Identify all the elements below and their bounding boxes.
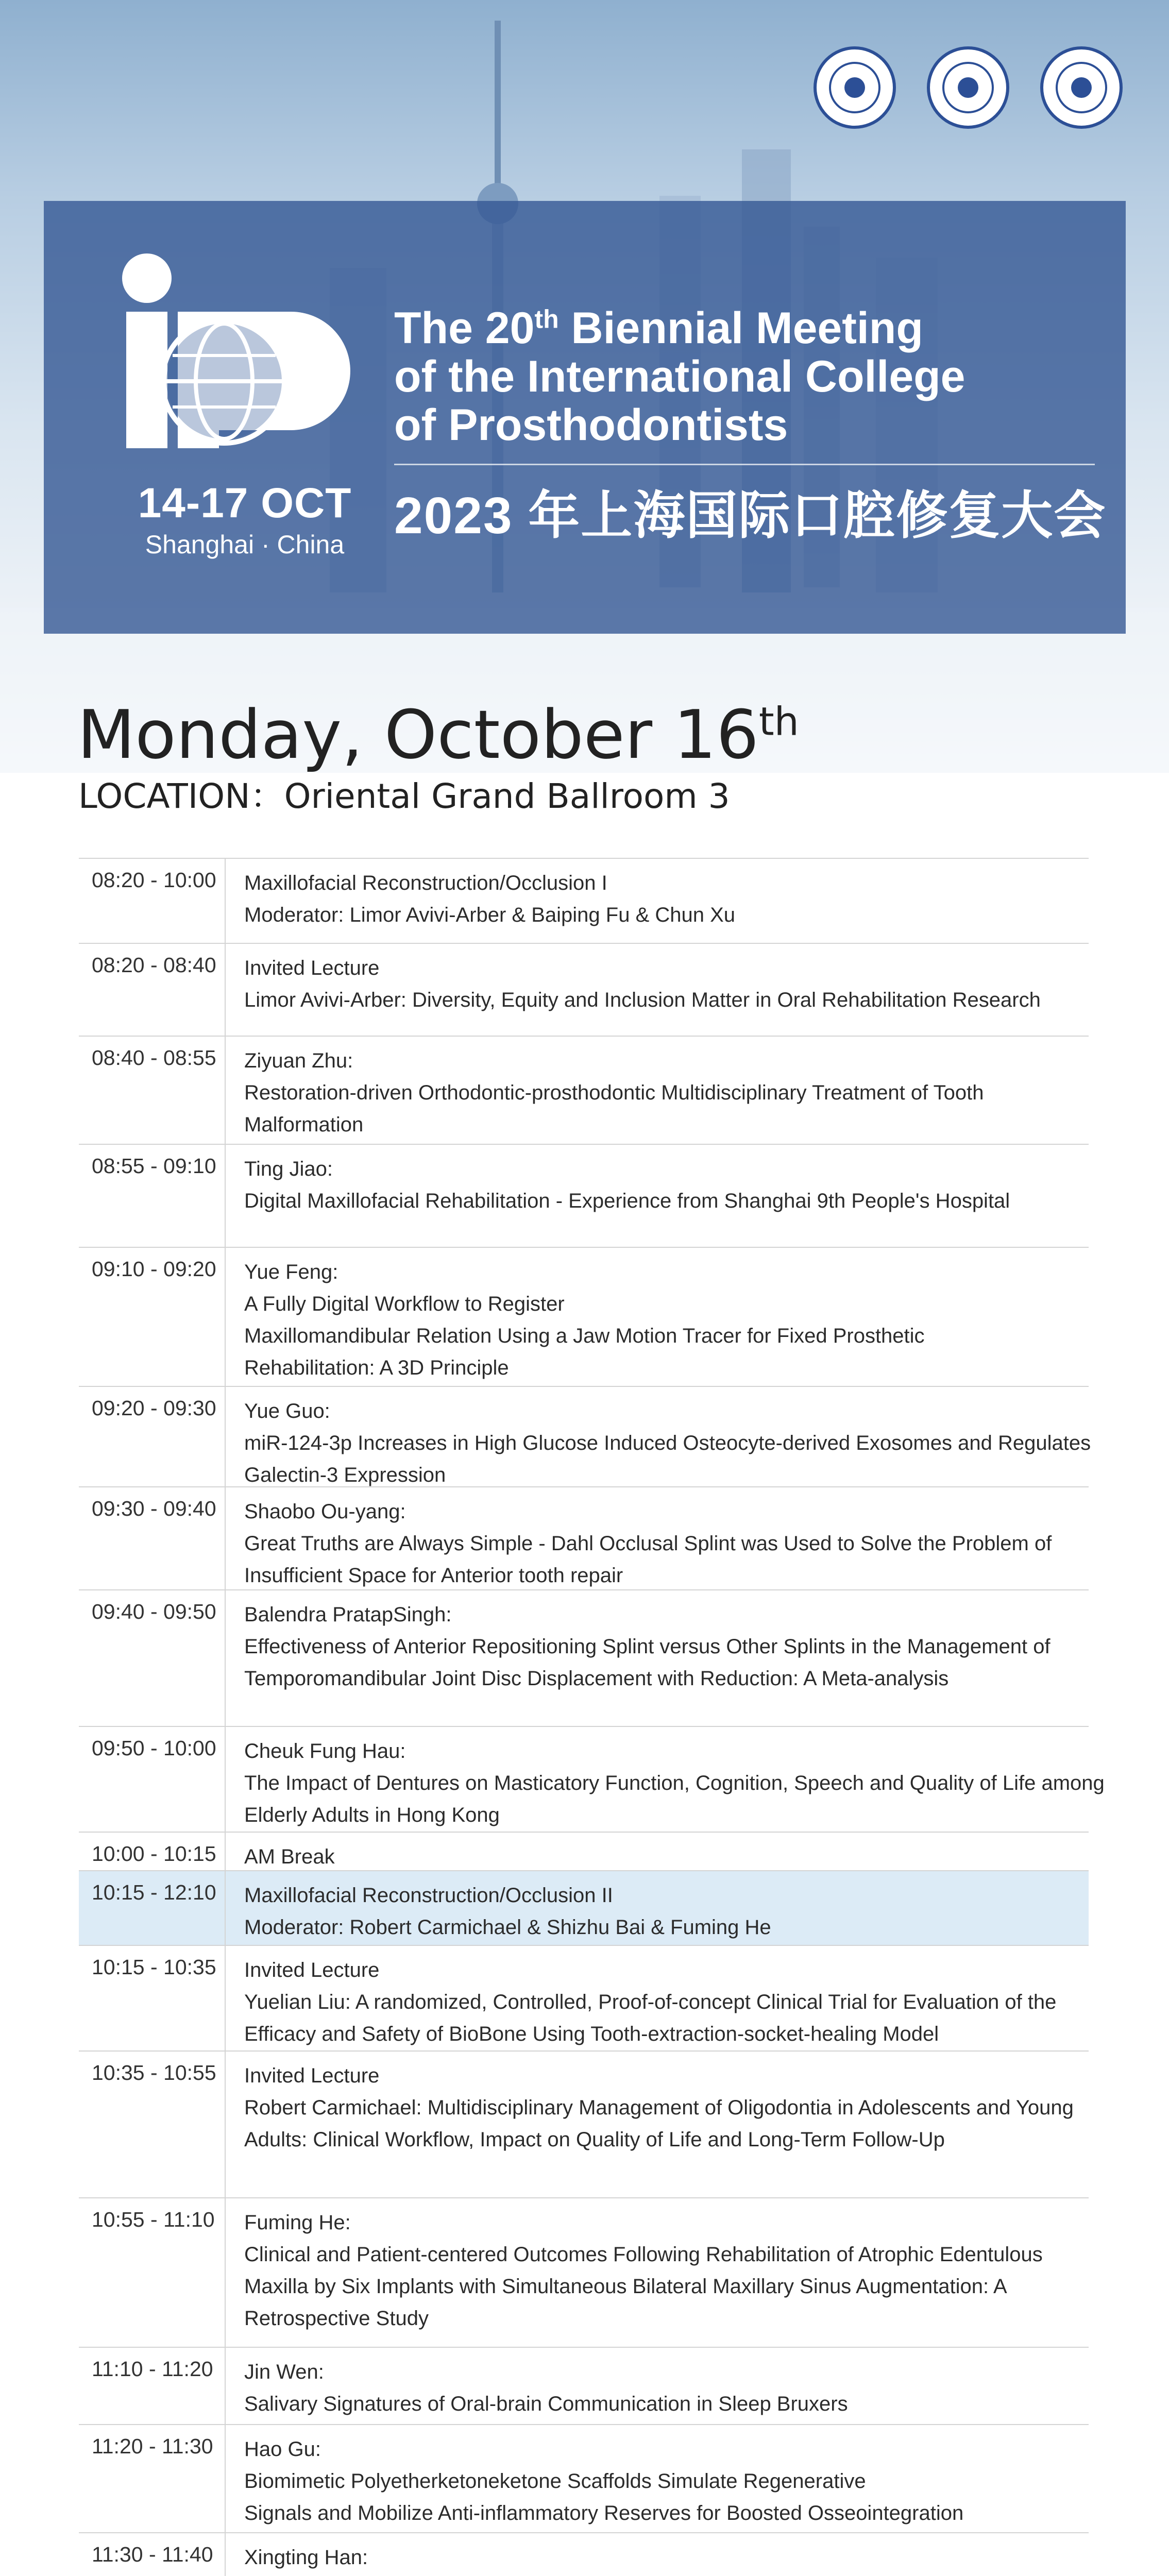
session-time: 11:10 - 11:20 <box>79 2348 226 2424</box>
session-details <box>226 1387 1091 1486</box>
session-text: Limor Avivi-Arber: Diversity, Equity and Inclusion Matter in Oral Rehabilitation Research <box>244 989 1041 1011</box>
date-range: 14-17 OCT <box>138 480 352 527</box>
session-text: Biomimetic Polyetherketoneketone Scaffolds Simulate Regenerative <box>244 2470 866 2493</box>
hero-banner <box>0 0 1169 773</box>
session-heading: Cheuk Fung Hau: <box>244 1740 406 1762</box>
session-time: 09:50 - 10:00 <box>79 1727 226 1832</box>
session-text: Restoration-driven Orthodontic-prosthodontic Multidisciplinary Treatment of Tooth <box>244 1081 984 1104</box>
session-text: Yuelian Liu: A randomized, Controlled, Proof-of-concept Clinical Trial for Evaluation of the <box>244 1991 1057 2013</box>
session-text: Salivary Signatures of Oral-brain Communication in Sleep Bruxers <box>244 2393 848 2415</box>
session-heading: Balendra PratapSingh: <box>244 1603 452 1626</box>
session-details <box>226 1248 1089 1386</box>
schedule-row <box>79 859 1089 944</box>
icp-logo-icon <box>106 252 384 459</box>
event-banner <box>44 201 1126 634</box>
session-text: Digital Maxillofacial Rehabilitation - Experience from Shanghai 9th People's Hospital <box>244 1190 1010 1212</box>
university-seal-icon <box>814 46 896 129</box>
location-label: LOCATION：Oriental Grand Ballroom 3 <box>78 776 730 816</box>
session-time: 08:20 - 08:40 <box>79 944 226 1036</box>
session-text: Elderly Adults in Hong Kong <box>244 1804 500 1826</box>
session-text: Rehabilitation: A 3D Principle <box>244 1357 509 1379</box>
session-text: Maxillomandibular Relation Using a Jaw Motion Tracer for Fixed Prosthetic <box>244 1325 925 1347</box>
session-text <box>244 2573 1089 2576</box>
session-heading: Maxillofacial Reconstruction/Occlusion I <box>244 872 607 894</box>
session-time: 10:15 - 10:35 <box>79 1946 226 2050</box>
schedule-row <box>79 1946 1089 2052</box>
schedule-row <box>79 1590 1089 1727</box>
event-title: The 20th Biennial Meeting of the International College of Prosthodontists <box>394 303 965 450</box>
session-time: 08:55 - 09:10 <box>79 1145 226 1247</box>
session-text: Adults: Clinical Workflow, Impact on Quality of Life and Long-Term Follow-Up <box>244 2128 945 2151</box>
session-heading: Fuming He: <box>244 2211 351 2234</box>
session-details <box>226 944 1089 1036</box>
session-time: 10:55 - 11:10 <box>79 2198 226 2347</box>
dental-society-seal-icon <box>1040 46 1123 129</box>
session-details <box>226 1833 1089 1870</box>
session-heading: Hao Gu: <box>244 2438 321 2461</box>
session-text: Malformation <box>244 1113 364 1136</box>
session-time: 11:30 - 11:40 <box>79 2533 226 2576</box>
session-heading: Yue Feng: <box>244 1261 338 1283</box>
session-text: Great Truths are Always Simple - Dahl Occlusal Splint was Used to Solve the Problem of <box>244 1532 1052 1555</box>
session-time: 09:30 - 09:40 <box>79 1487 226 1589</box>
session-text: Robert Carmichael: Multidisciplinary Management of Oligodontia in Adolescents and Young <box>244 2096 1074 2119</box>
session-time: 09:40 - 09:50 <box>79 1590 226 1726</box>
schedule-row <box>79 1037 1089 1145</box>
session-details <box>226 2198 1089 2347</box>
session-details <box>226 1487 1089 1589</box>
session-details <box>226 1145 1089 1247</box>
session-heading: Maxillofacial Reconstruction/Occlusion II <box>244 1884 613 1907</box>
session-heading: AM Break <box>244 1845 335 1868</box>
session-text: Galectin-3 Expression <box>244 1464 446 1486</box>
session-text: Temporomandibular Joint Disc Displacement with Reduction: A Meta-analysis <box>244 1667 949 1690</box>
session-heading: Ting Jiao: <box>244 1158 333 1180</box>
session-details <box>226 2533 1089 2576</box>
session-text: A Fully Digital Workflow to Register <box>244 1293 565 1315</box>
schedule-row <box>79 2052 1089 2198</box>
schedule-row <box>79 944 1089 1037</box>
session-details <box>226 2348 1089 2424</box>
session-details <box>226 2052 1089 2197</box>
session-heading: Xingting Han: <box>244 2546 368 2569</box>
schedule-row <box>79 1248 1089 1387</box>
schedule-row <box>79 1487 1089 1590</box>
session-heading: Shaobo Ou-yang: <box>244 1500 406 1523</box>
schedule-row <box>79 2533 1089 2576</box>
session-time: 10:15 - 12:10 <box>79 1871 226 1945</box>
session-text: miR-124-3p Increases in High Glucose Induced Osteocyte-derived Exosomes and Regulates <box>244 1432 1091 1454</box>
session-details <box>226 1871 1089 1945</box>
session-time: 08:40 - 08:55 <box>79 1037 226 1144</box>
session-text: Efficacy and Safety of BioBone Using Tooth-extraction-socket-healing Model <box>244 2023 939 2045</box>
session-heading: Invited Lecture <box>244 2064 380 2087</box>
event-title-chinese: 2023 年上海国际口腔修复大会 <box>394 487 1107 545</box>
session-text: Retrospective Study <box>244 2307 429 2330</box>
schedule-row <box>79 2425 1089 2533</box>
session-heading: Ziyuan Zhu: <box>244 1049 353 1072</box>
session-details <box>226 2425 1089 2532</box>
session-text: The Impact of Dentures on Masticatory Function, Cognition, Speech and Quality of Life among <box>244 1772 1105 1794</box>
session-text: Effectiveness of Anterior Repositioning Splint versus Other Splints in the Management of <box>244 1635 1051 1658</box>
partner-logos <box>814 46 1123 129</box>
session-time: 10:00 - 10:15 <box>79 1833 226 1870</box>
schedule-row <box>79 2348 1089 2425</box>
session-details <box>226 1727 1105 1832</box>
schedule-row <box>79 2198 1089 2348</box>
schedule-row <box>79 1387 1089 1487</box>
schedule-row <box>79 1727 1105 1833</box>
session-time: 09:20 - 09:30 <box>79 1387 226 1486</box>
session-text: Clinical and Patient-centered Outcomes Following Rehabilitation of Atrophic Edentulous <box>244 2243 1043 2266</box>
session-time: 08:20 - 10:00 <box>79 859 226 943</box>
session-details <box>226 1590 1089 1726</box>
session-time: 09:10 - 09:20 <box>79 1248 226 1386</box>
session-heading: Yue Guo: <box>244 1400 330 1422</box>
session-text: Moderator: Limor Avivi-Arber & Baiping Fu & Chun Xu <box>244 904 736 926</box>
event-dates <box>111 479 379 560</box>
session-text: Signals and Mobilize Anti-inflammatory Reserves for Boosted Osseointegration <box>244 2502 964 2524</box>
schedule-row <box>79 1871 1089 1946</box>
session-details <box>226 1946 1089 2050</box>
session-heading: Jin Wen: <box>244 2361 324 2383</box>
banner-divider <box>394 464 1095 465</box>
session-text: Moderator: Robert Carmichael & Shizhu Bai & Fuming He <box>244 1916 771 1939</box>
schedule-row <box>79 1833 1089 1871</box>
session-text: Insufficient Space for Anterior tooth repair <box>244 1564 623 1587</box>
session-text: Maxilla by Six Implants with Simultaneous Bilateral Maxillary Sinus Augmentation: A <box>244 2275 1007 2298</box>
day-title: Monday, October 16th <box>77 696 799 774</box>
event-place: Shanghai · China <box>145 530 345 559</box>
schedule-table <box>79 858 1105 2576</box>
session-heading: Invited Lecture <box>244 957 380 979</box>
session-heading: Invited Lecture <box>244 1959 380 1981</box>
schedule-row <box>79 1145 1089 1248</box>
hospital-seal-icon <box>927 46 1009 129</box>
session-details <box>226 1037 1089 1144</box>
session-time: 11:20 - 11:30 <box>79 2425 226 2532</box>
session-time: 10:35 - 10:55 <box>79 2052 226 2197</box>
session-details <box>226 859 1089 943</box>
